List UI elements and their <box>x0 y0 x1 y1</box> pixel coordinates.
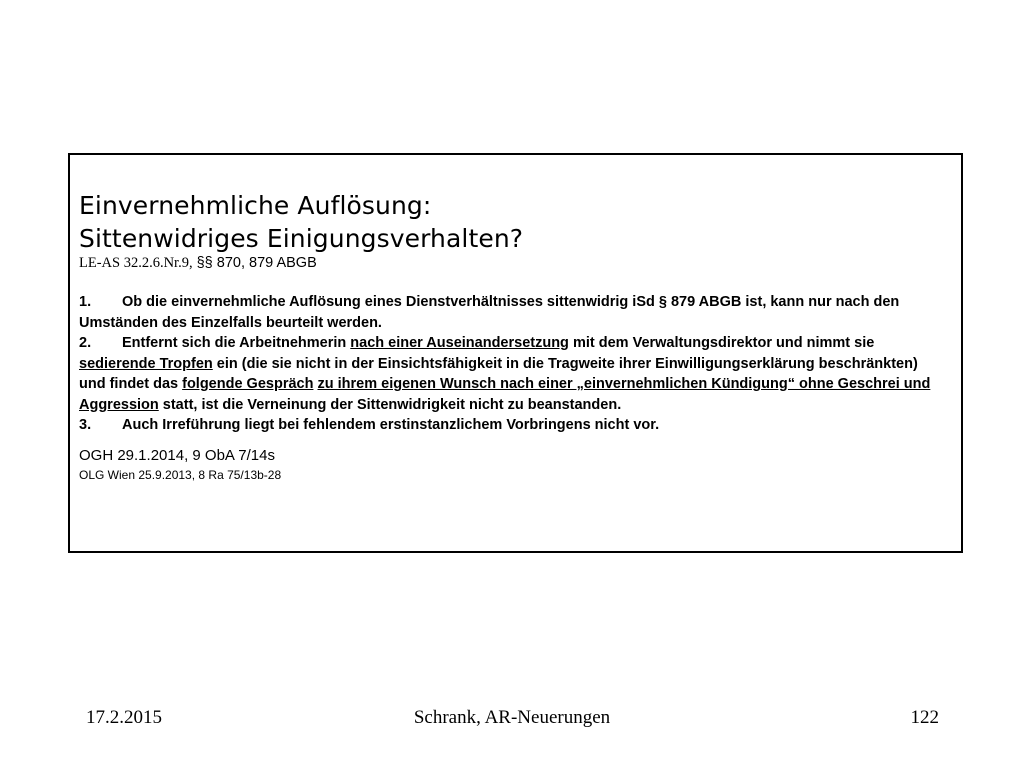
reference-serif: LE-AS 32.2.6.Nr.9, <box>79 255 193 271</box>
holding-2-text-c: ein (die sie nicht in der Einsichtsfähigkeit in die Tragweite ihrer Einwilligungserklärung beschränkten) und findet das <box>79 355 918 392</box>
holding-2-underline-4: zu ihrem eigenen Wunsch nach einer „einvernehmlichen Kündigung“ ohne Geschrei und Aggression <box>79 376 931 413</box>
slide-footer <box>0 707 1024 731</box>
holding-2-text-b: mit dem Verwaltungsdirektor und nimmt sie <box>568 335 875 351</box>
holding-3-text: Auch Irreführung liegt bei fehlendem erstinstanzlichem Vorbringens nicht vor. <box>122 417 660 433</box>
citation-main: OGH 29.1.2014, 9 ObA 7/14s <box>79 446 275 464</box>
reference-sans: §§ 870, 879 ABGB <box>192 255 317 271</box>
holding-3 <box>79 415 931 436</box>
holdings-list <box>79 292 931 436</box>
holding-2-text-e: statt, ist die Verneinung der Sittenwidrigkeit nicht zu beanstanden. <box>158 396 622 413</box>
holding-2 <box>79 333 931 415</box>
holding-2-number: 2. <box>79 335 92 351</box>
holding-2-underline-2: sedierende Tropfen <box>79 355 213 372</box>
slide-title-line2: Sittenwidriges Einigungsverhalten? <box>79 224 524 253</box>
holding-2-underline-3: folgende Gespräch <box>182 376 314 392</box>
citation-sub: OLG Wien 25.9.2013, 8 Ra 75/13b-28 <box>79 467 282 482</box>
reference-line <box>79 255 931 272</box>
holding-1-text: Ob die einvernehmliche Auflösung eines Dienstverhältnisses sittenwidrig iSd § 879 ABGB ist, kann nur nach den Umständen des Einzelfalls beurteilt werden. <box>79 294 900 331</box>
holding-1 <box>79 292 931 333</box>
content-box <box>68 153 963 553</box>
footer-author: Schrank, AR-Neuerungen <box>413 707 611 728</box>
footer-page-number: 122 <box>910 707 939 728</box>
slide-title-line1: Einvernehmliche Auflösung: <box>79 191 432 220</box>
holding-3-number: 3. <box>79 417 92 433</box>
slide-content <box>79 189 931 483</box>
holding-2-text-a: Entfernt sich die Arbeitnehmerin <box>122 335 351 351</box>
holding-2-underline-1: nach einer Auseinandersetzung <box>350 335 569 351</box>
footer-date: 17.2.2015 <box>86 707 162 728</box>
holding-1-number: 1. <box>79 294 92 310</box>
